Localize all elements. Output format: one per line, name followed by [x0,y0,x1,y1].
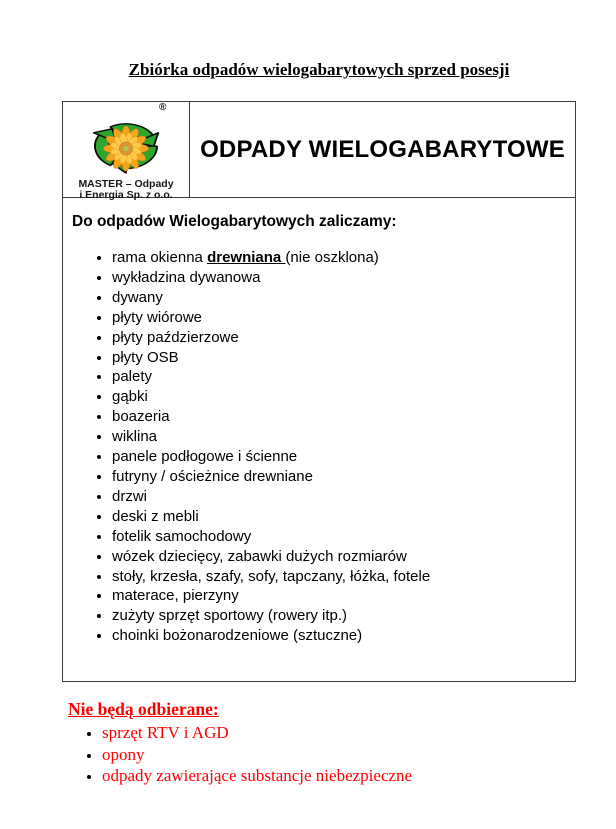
document-heading-cell [190,102,575,197]
list-item: • wiklina [112,427,565,447]
list-item: • fotelik samochodowy [112,527,565,547]
list-item: • stoły, krzesła, szafy, sofy, tapczany, łóżka, fotele [112,567,565,587]
list-item: • palety [112,367,565,387]
logo-cell [63,102,190,201]
list-item: • futryny / ościeżnice drewniane [112,467,565,487]
document-heading: ODPADY WIELOGABARYTOWE [200,135,565,163]
list-item: • drzwi [112,487,565,507]
list-item [112,248,565,268]
included-section [62,198,576,682]
included-list [72,248,565,646]
list-item: • dywany [112,288,565,308]
included-heading: Do odpadów Wielogabarytowych zaliczamy: [72,213,397,230]
list-item: • choinki bożonarodzeniowe (sztuczne) [112,626,565,646]
list-item: • panele podłogowe i ścienne [112,447,565,467]
list-item: • deski z mebli [112,507,565,527]
list-item: • płyty wiórowe [112,308,565,328]
list-item-text: (nie oszklona) [285,249,379,266]
recycling-flower-logo [77,112,175,178]
page-title: Zbiórka odpadów wielogabarytowych sprzed posesji [128,60,510,79]
list-item: • płyty OSB [112,348,565,368]
excluded-item: • opony [102,744,576,766]
list-item: • wózek dziecięcy, zabawki dużych rozmiarów [112,547,565,567]
excluded-list [62,722,576,787]
list-item-emphasized-text: drewniana [207,249,286,266]
list-item: • zużyty sprzęt sportowy (rowery itp.) [112,606,565,626]
list-item: • materace, pierzyny [112,586,565,606]
header-table [62,101,576,201]
list-item: • boazeria [112,407,565,427]
brand-name-line1: MASTER – Odpady [78,178,174,190]
list-item: • wykładzina dywanowa [112,268,565,288]
brand-name-line2: i Energia Sp. z o.o. [79,189,173,201]
excluded-section [62,699,576,787]
registered-trademark-symbol: ® [159,102,167,113]
excluded-item: • sprzęt RTV i AGD [102,722,576,744]
list-item: • gąbki [112,387,565,407]
list-item: • płyty paździerzowe [112,328,565,348]
excluded-item: • odpady zawierające substancje niebezpieczne [102,765,576,787]
excluded-heading: Nie będą odbierane: [68,699,219,719]
list-item-text: rama okienna [112,249,208,266]
